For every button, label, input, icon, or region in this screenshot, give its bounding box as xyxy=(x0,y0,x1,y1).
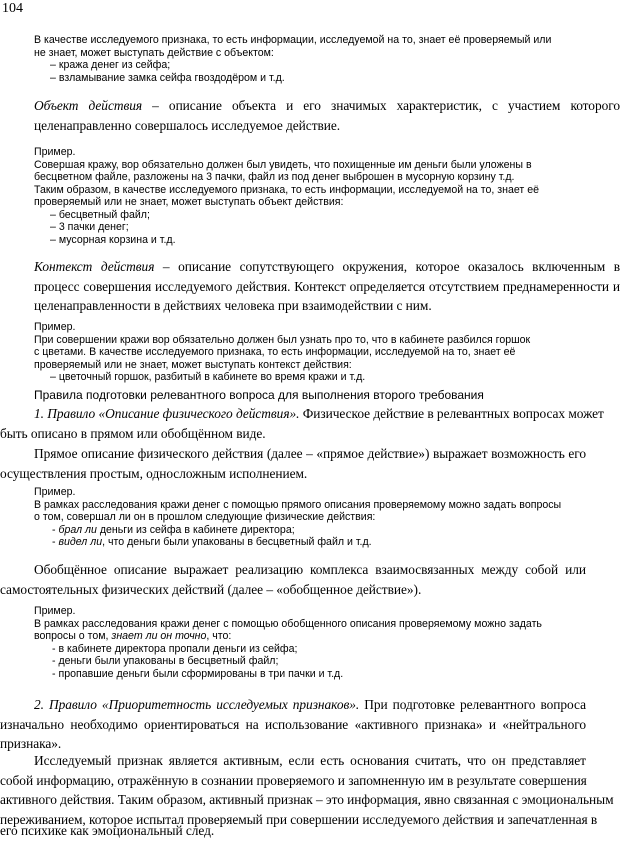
paragraph-generalized-description xyxy=(0,560,586,599)
list-item: – бесцветный файл; xyxy=(50,208,150,221)
text-line: самостоятельных физических действий (далее – «обобщенное действие»). xyxy=(0,581,422,597)
text-line xyxy=(34,404,604,424)
list-item: – 3 пачки денег; xyxy=(50,221,129,233)
text-line: собой информацию, отражённую в сознании проверяемого и запомненную им в результате совершения xyxy=(0,772,587,788)
text-line: целенаправленности в действиях человека при взаимодействии с ним. xyxy=(34,298,432,314)
rule-title: 2. Правило «Приоритетность исследуемых признаков». xyxy=(34,697,360,712)
emphasis: видел ли xyxy=(58,536,103,548)
text-line: о том, совершал ли он в прошлом следующие физические действия: xyxy=(34,511,376,523)
text-line: быть описано в прямом или обобщённом виде. xyxy=(0,425,266,441)
list-item: – взламывание замка сейфа гвоздодёром и т.д. xyxy=(50,71,285,84)
term: Контекст действия xyxy=(34,259,155,274)
text-line: Обобщённое описание выражает реализацию комплекса взаимосвязанных между собой или xyxy=(34,562,586,577)
text-line: Совершая кражу, вор обязательно должен был увидеть, что похищенные им деньги были уложены в xyxy=(34,158,532,171)
text-line: проверяемый или не знает, может выступать контекст действия: xyxy=(34,358,352,371)
text-line: Исследуемый признак является активным, если есть основания считать, что он представляет xyxy=(34,753,586,768)
text-line: его психике как эмоциональный след. xyxy=(0,823,215,838)
rule-physical-action xyxy=(0,404,604,443)
text-fragment: - xyxy=(52,523,59,536)
paragraph-active-feature xyxy=(0,751,614,829)
emphasis: брал ли xyxy=(58,523,97,536)
list-item: - пропавшие деньги были сформированы в три пачки и т.д. xyxy=(52,667,344,680)
text-fragment: деньги из сейфа в кабинете директора; xyxy=(96,523,295,536)
list-item: – кража денег из сейфа; xyxy=(50,59,171,71)
text-line: осуществления простым, односложным исполнением. xyxy=(0,465,308,481)
text-line xyxy=(34,630,584,643)
rule-title: 1. Правило «Описание физического действия». xyxy=(34,406,300,421)
list-item xyxy=(34,524,584,537)
text-line: процесс совершения исследуемого действия. Контекст определяется отсутствием преднамеренности и xyxy=(34,278,620,294)
example-block-generalized xyxy=(34,605,584,680)
text-line: В рамках расследования кражи денег с помощью прямого описания проверяемому можно задать вопросы xyxy=(34,498,562,511)
paragraph-direct-description xyxy=(0,444,586,483)
page-number: 104 xyxy=(2,1,23,16)
text-line: Прямое описание физического действия (далее – «прямое действие») выражает возможность его xyxy=(34,446,586,461)
text-fragment: , что деньги были упакованы в бесцветный файл и т.д. xyxy=(102,536,372,548)
text-fragment: – описание объекта и его значимых характеристик, с участием которого xyxy=(142,98,620,113)
text-fragment: , что: xyxy=(206,630,232,642)
example-block-object xyxy=(34,146,584,246)
list-item: - деньги были упакованы в бесцветный файл; xyxy=(52,655,279,667)
paragraph-object-of-action xyxy=(34,96,620,135)
example-block-context xyxy=(34,321,584,384)
text-line: При совершении кражи вор обязательно должен был узнать про то, что в кабинете разбился горшок xyxy=(34,333,531,346)
list-item: – мусорная корзина и т.д. xyxy=(50,233,176,246)
text-line: не знает, может выступать действие с объектом: xyxy=(34,46,274,59)
text-line: с цветами. В качестве исследуемого признака, то есть информации, исследуемой на то, знает её xyxy=(34,346,516,358)
text-line: изначально необходимо ориентироваться на использование «активного признака» и «нейтрального xyxy=(0,716,586,732)
rule-priority-of-features xyxy=(0,695,586,754)
text-line: Таким образом, в качестве исследуемого признака, то есть информации, исследуемой на то, знает её xyxy=(34,183,539,196)
text-line xyxy=(34,695,586,715)
example-label: Пример. xyxy=(34,321,76,333)
text-fragment: При подготовке релевантного вопроса xyxy=(359,697,586,712)
paragraph-context-of-action xyxy=(34,257,620,316)
text-line xyxy=(34,96,620,116)
text-fragment: вопросы о том, xyxy=(34,630,112,642)
example-label: Пример. xyxy=(34,605,76,617)
text-line: проверяемый или не знает, может выступать объект действия: xyxy=(34,196,344,208)
paragraph-active-feature-end xyxy=(0,821,586,841)
text-fragment: – описание сопутствующего окружения, которое оказалось включенным в xyxy=(154,259,620,274)
list-item: - в кабинете директора пропали деньги из сейфа; xyxy=(52,642,298,655)
section-heading: Правила подготовки релевантного вопроса для выполнения второго требования xyxy=(34,388,484,402)
example-block-direct xyxy=(34,486,584,549)
example-block-action-object xyxy=(34,34,584,84)
list-item: – цветочный горшок, разбитый в кабинете во время кражи и т.д. xyxy=(50,371,366,383)
text-fragment: Физическое действие в релевантных вопросах может xyxy=(299,406,604,421)
example-label: Пример. xyxy=(34,486,76,498)
text-line: переживанием, которое испытал проверяемый при совершении исследуемого действия и запечатленная в xyxy=(0,811,598,827)
emphasis: знает ли он точно xyxy=(111,630,207,642)
term: Объект действия xyxy=(34,98,143,113)
text-line: В качестве исследуемого признака, то есть информации, исследуемой на то, знает её проверяемый или xyxy=(34,34,552,46)
text-line: целенаправленно совершалось исследуемое действие. xyxy=(34,117,341,133)
list-item xyxy=(34,536,584,549)
text-fragment: - xyxy=(52,536,59,548)
text-line xyxy=(34,257,620,277)
text-line: бесцветном файле, разложены на 3 пачки, файл из под денег выброшен в мусорную корзину т.д. xyxy=(34,171,515,183)
text-line: признака». xyxy=(0,736,62,752)
text-line: В рамках расследования кражи денег с помощью обобщенного описания проверяемому можно задать xyxy=(34,617,542,630)
example-label: Пример. xyxy=(34,146,76,158)
text-line: активного действия. Таким образом, активный признак – это информация, явно связанная с эмоциональным xyxy=(0,792,614,808)
